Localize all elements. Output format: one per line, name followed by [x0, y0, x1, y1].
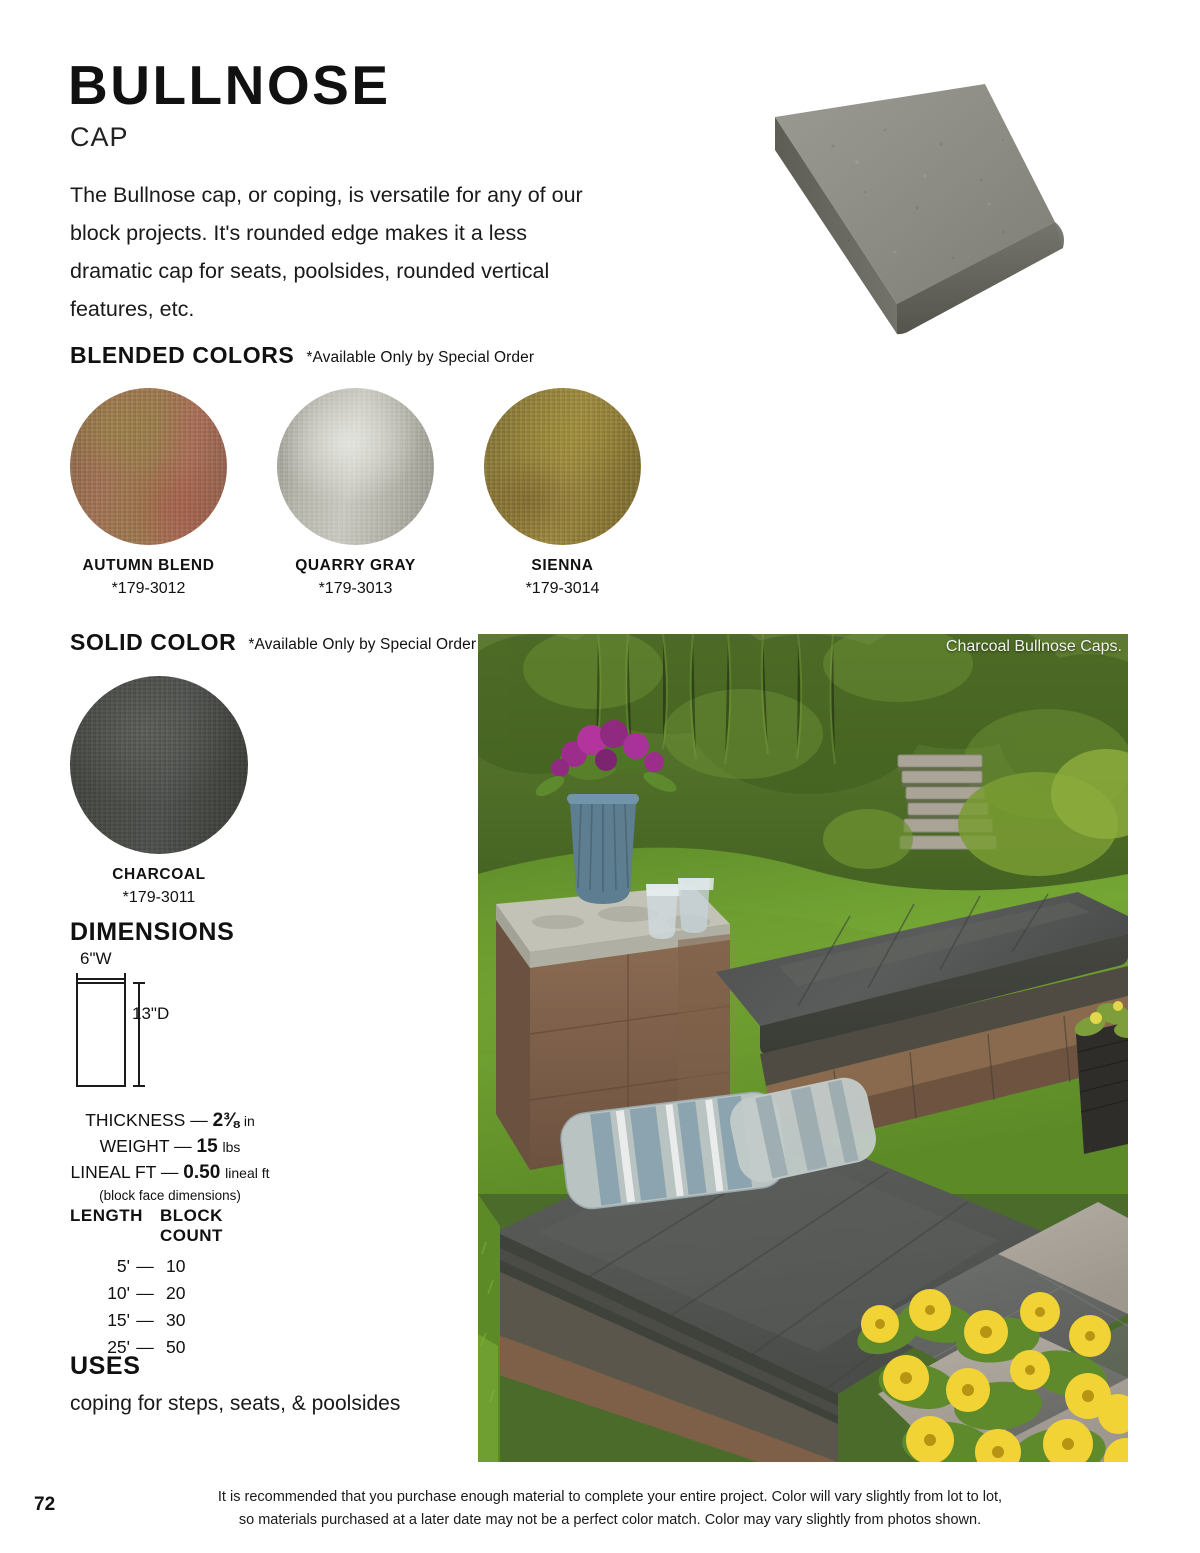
footer-disclaimer	[180, 1486, 1040, 1532]
photo-caption: Charcoal Bullnose Caps.	[945, 638, 1122, 655]
uses-text: coping for steps, seats, & poolsides	[70, 1392, 401, 1415]
blended-colors-heading	[70, 342, 534, 369]
cell-length: 10'	[107, 1283, 130, 1303]
color-swatch-sienna[interactable]	[484, 388, 641, 545]
spec-unit: in	[243, 1113, 255, 1129]
cell-dash: —	[136, 1310, 154, 1330]
dimension-width-label: 6"W	[80, 949, 112, 968]
footer-line-2: so materials purchased at a later date may not be a perfect color match. Color may vary slightly from photos shown.	[238, 1512, 982, 1528]
column-header-block-count: BLOCK COUNT	[160, 1206, 223, 1245]
swatch-name: CHARCOAL	[112, 866, 206, 883]
bullnose-cap-illustration	[745, 72, 1085, 337]
cell-dash: —	[136, 1256, 154, 1276]
cell-dash: —	[136, 1283, 154, 1303]
solid-color-note: *Available Only by Special Order	[248, 636, 477, 653]
color-swatch-autumn-blend[interactable]	[70, 388, 227, 545]
cell-length: 15'	[107, 1310, 130, 1330]
spec-thickness	[70, 1108, 270, 1134]
spec-label: THICKNESS —	[85, 1110, 208, 1130]
swatch-item[interactable]	[277, 388, 434, 598]
table-header-row	[70, 1206, 290, 1246]
spec-value: 2⅜	[212, 1110, 240, 1131]
lifestyle-photo	[478, 634, 1128, 1462]
swatch-name: QUARRY GRAY	[295, 557, 416, 574]
page-subtitle: CAP	[70, 122, 129, 152]
spec-unit: lineal ft	[225, 1165, 270, 1181]
page-number: 72	[34, 1494, 56, 1515]
solid-color-title: SOLID COLOR	[70, 629, 237, 655]
dimension-width-bar	[76, 978, 126, 980]
cell-length: 5'	[116, 1256, 130, 1276]
cell-count: 20	[166, 1283, 186, 1303]
dimension-depth-label: 13"D	[132, 1004, 170, 1023]
dimension-depth-tick-bottom	[133, 1085, 145, 1087]
cell-count: 50	[166, 1337, 186, 1357]
swatch-code: *179-3011	[122, 889, 196, 906]
product-description: The Bullnose cap, or coping, is versatile for any of our block projects. It's rounded edge makes it a less dramatic cap for seats, poolsides, rounded vertical features, etc.	[70, 183, 583, 321]
page-title: BULLNOSE	[68, 54, 391, 116]
swatch-code: *179-3014	[525, 580, 600, 597]
block-face-rectangle	[76, 982, 126, 1087]
dimension-width-line	[76, 973, 126, 974]
blended-colors-note: *Available Only by Special Order	[306, 349, 535, 366]
color-swatch-charcoal[interactable]	[70, 676, 248, 854]
swatch-code: *179-3013	[318, 580, 393, 597]
spec-value: 15	[196, 1136, 218, 1157]
dimension-depth-line	[133, 982, 134, 1087]
spec-weight	[70, 1134, 270, 1160]
spec-unit: lbs	[222, 1139, 241, 1155]
swatch-item[interactable]	[484, 388, 641, 598]
table-row	[70, 1307, 290, 1334]
swatch-item[interactable]	[70, 388, 227, 598]
table-row	[70, 1253, 290, 1280]
blended-colors-title: BLENDED COLORS	[70, 342, 295, 368]
blended-swatch-row	[70, 388, 641, 598]
cell-count: 30	[166, 1310, 186, 1330]
swatch-name: SIENNA	[531, 557, 594, 574]
length-block-count-table	[70, 1206, 290, 1361]
spec-footnote: (block face dimensions)	[99, 1188, 241, 1203]
dimension-depth-tick-top	[133, 982, 145, 984]
column-header-length: LENGTH	[70, 1206, 143, 1225]
dimensions-heading: DIMENSIONS	[70, 918, 235, 946]
uses-heading: USES	[70, 1352, 141, 1380]
cell-dash: —	[136, 1337, 154, 1357]
cell-length: 25'	[107, 1337, 130, 1357]
spec-list	[70, 1108, 270, 1206]
dimension-depth-bar	[138, 982, 140, 1087]
color-swatch-quarry-gray[interactable]	[277, 388, 434, 545]
spec-label: LINEAL FT —	[70, 1162, 179, 1182]
spec-label: WEIGHT —	[99, 1136, 192, 1156]
swatch-name: AUTUMN BLEND	[82, 557, 215, 574]
spec-value: 0.50	[183, 1162, 221, 1183]
solid-swatch-item[interactable]	[70, 676, 248, 907]
footer-line-1: It is recommended that you purchase enough material to complete your entire project. Color will vary slightly from lot to lot,	[217, 1489, 1003, 1505]
table-row	[70, 1280, 290, 1307]
solid-color-heading	[70, 629, 476, 656]
swatch-code: *179-3012	[111, 580, 186, 597]
cell-count: 10	[166, 1256, 186, 1276]
product-render-image	[745, 72, 1085, 337]
lifestyle-photo-illustration	[478, 634, 1128, 1462]
spec-lineal-ft	[70, 1160, 270, 1186]
